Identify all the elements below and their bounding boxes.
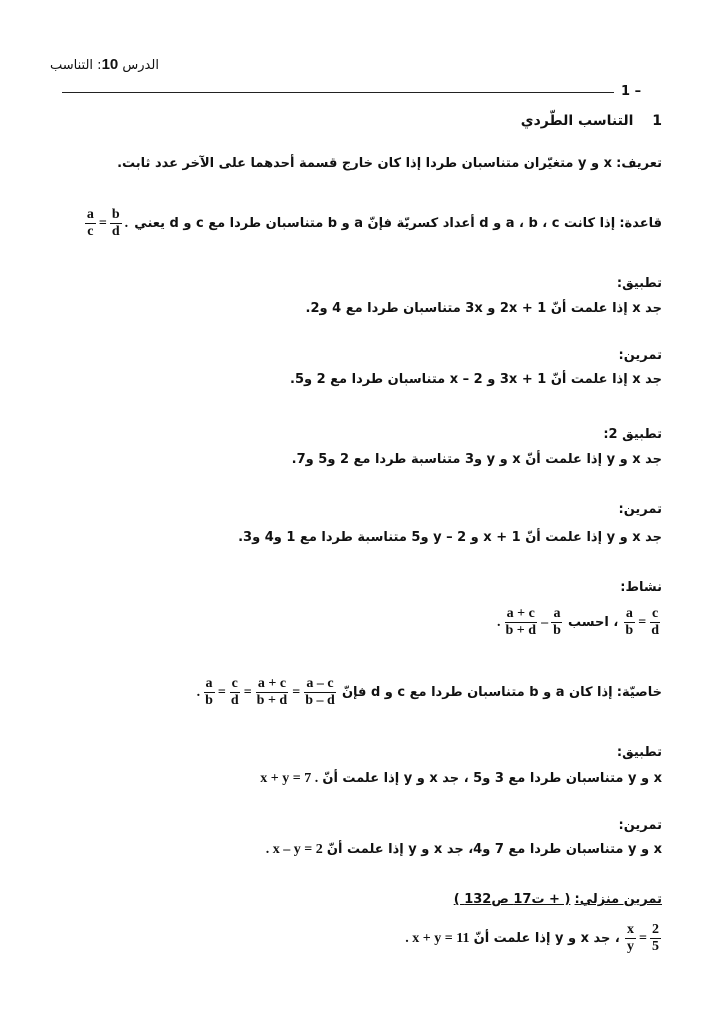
application3-line bbox=[260, 771, 662, 787]
rule-equation: $\frac{a}{c}$ = $\frac{b}{d}$ . bbox=[86, 207, 129, 239]
application2-label: تطبيق 2: bbox=[603, 427, 662, 442]
page-number: 1 – bbox=[621, 84, 642, 99]
exercise1-text: جد x إذا علمت أنّ 3x + 1 و x – 2 متناسبان طردا مع 2 و5. bbox=[289, 372, 662, 387]
definition-text: x و y متغيّران متناسبان طردا إذا كان خارج قسمة أحدهما على الآخر عدد ثابت. bbox=[117, 156, 612, 171]
section-heading bbox=[521, 113, 662, 129]
exercise2-label: تمرين: bbox=[618, 502, 662, 517]
activity-expression: . $\frac{a + c}{b + d}$ – $\frac{a}{b}$ bbox=[497, 606, 561, 638]
exercise3-text: x و y متناسبان طردا مع 7 و4، جد x و y إذا علمت أنّ bbox=[326, 842, 662, 857]
application1-text: جد x إذا علمت أنّ 2x + 1 و 3x متناسبان طردا مع 4 و2. bbox=[305, 301, 662, 316]
activity-label: نشاط: bbox=[620, 580, 662, 595]
rule-text: إذا كانت a ، b ، c و d أعداد كسريّة فإنّ a و b متناسبان طردا مع c و d يعني bbox=[134, 216, 616, 231]
exercise3-line bbox=[266, 842, 662, 858]
application3-math: x + y = 7 . bbox=[260, 771, 319, 786]
lesson-header: الدرس 10: التناسب bbox=[50, 56, 159, 73]
homework-ref: ( + ت17 ص132 ) bbox=[453, 892, 571, 907]
property-equation: . $\frac{a}{b}$ = $\frac{c}{d}$ = $\frac{a + c}{b + d}$ = $\frac{a - c}{b - d}$ bbox=[196, 676, 335, 708]
activity-given: $\frac{a}{b}$ = $\frac{c}{d}$ bbox=[625, 606, 659, 638]
application3-label: تطبيق: bbox=[616, 745, 662, 760]
definition-line bbox=[117, 156, 662, 171]
activity-compute-word: ، احسب bbox=[568, 615, 619, 630]
exercise2-text: جد x و y إذا علمت أنّ x + 1 و y – 2 و5 متناسبة طردا مع 1 و4 و3. bbox=[238, 530, 662, 545]
lesson-number: 10 bbox=[101, 56, 119, 73]
homework-ratio: $\frac{x}{y}$ = $\frac{2}{5}$ bbox=[627, 922, 659, 954]
homework-math: . x + y = 11 bbox=[405, 931, 470, 946]
property-text: إذا كان a و b متناسبان طردا مع c و d فإنّ bbox=[341, 685, 613, 700]
exercise1-label: تمرين: bbox=[618, 348, 662, 363]
homework-heading bbox=[454, 892, 662, 907]
homework-line bbox=[405, 922, 662, 955]
rule-fraction-right: $\frac{b}{d}$ bbox=[111, 207, 120, 239]
header-divider bbox=[62, 92, 614, 93]
homework-text: ، جد x و y إذا علمت أنّ bbox=[473, 931, 620, 946]
application1-label: تطبيق: bbox=[616, 276, 662, 291]
lesson-label: الدرس bbox=[122, 58, 159, 73]
property-line bbox=[195, 676, 662, 709]
property-label: خاصيّة: bbox=[616, 685, 662, 700]
rule-line bbox=[84, 207, 662, 240]
definition-label: تعريف: bbox=[616, 156, 662, 171]
exercise3-math: . x – y = 2 bbox=[265, 842, 323, 857]
homework-label: تمرين منزلي: bbox=[574, 892, 662, 907]
lesson-title: التناسب bbox=[50, 58, 94, 73]
application3-text: x و y متناسبان طردا مع 3 و5 ، جد x و y إذا علمت أنّ bbox=[322, 771, 662, 786]
rule-fraction-left: $\frac{a}{c}$ bbox=[86, 207, 94, 239]
rule-label: قاعدة: bbox=[619, 216, 662, 231]
section-title: التناسب الطّردي bbox=[520, 113, 634, 129]
activity-line bbox=[495, 606, 662, 639]
exercise3-label: تمرين: bbox=[618, 818, 662, 833]
application2-text: جد x و y إذا علمت أنّ x و y و3 متناسبة طردا مع 2 و5 و7. bbox=[291, 452, 662, 467]
section-number: 1 bbox=[652, 113, 662, 129]
